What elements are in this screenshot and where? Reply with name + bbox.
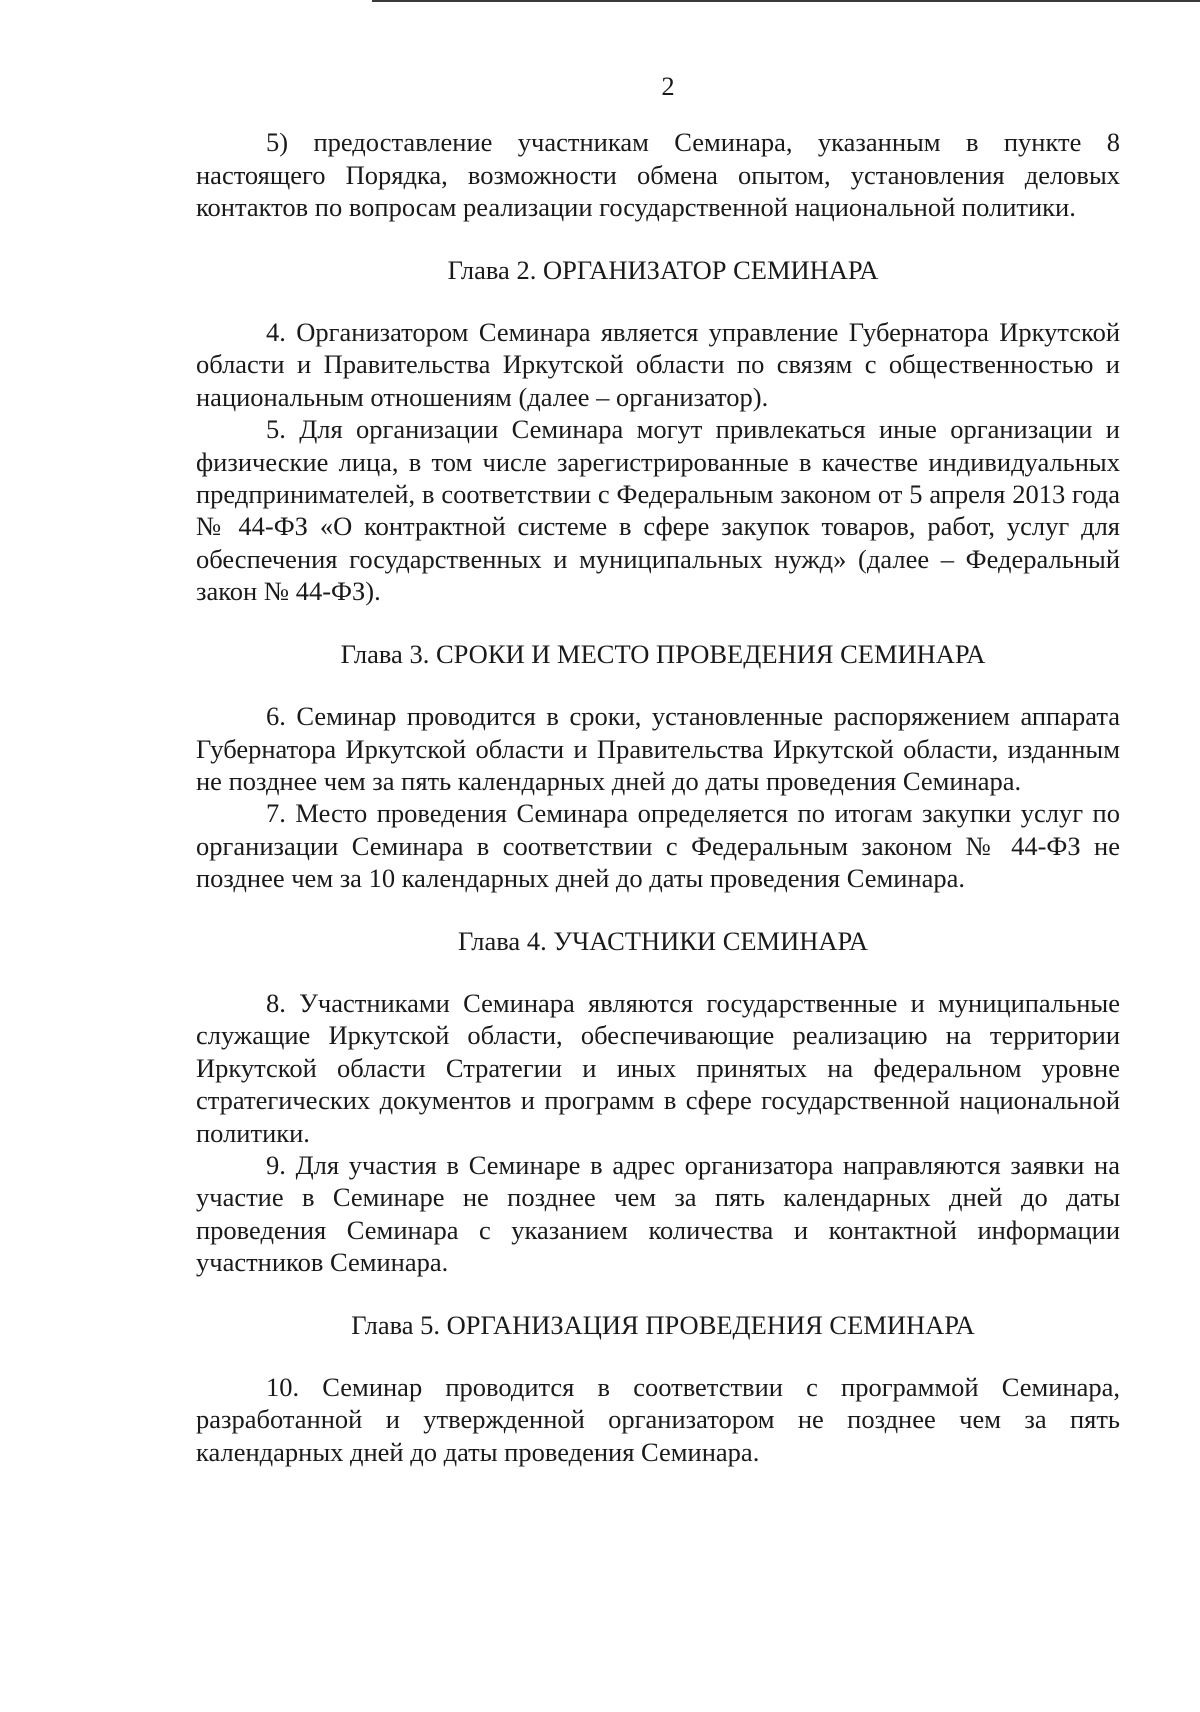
paragraph-10: 10. Семинар проводится в соответствии с программой Семинара, разработанной и утвержденной организатором не позднее чем за пять календарных дней до даты проведения Семинара. — [196, 1372, 1120, 1467]
paragraph-5: 5. Для организации Семинара могут привлекаться иные организации и физические лица, в том числе зарегистрированные в качестве индивидуальных предпринимателей, в соответствии с Федеральным законом от 5 апреля 2013 года № 44-ФЗ «О контрактной системе в сфере закупок товаров, работ, услуг для обеспечения государственных и муниципальных нужд» (далее – Федеральный закон № 44-ФЗ). — [196, 414, 1120, 607]
chapter-4-heading: Глава 4. УЧАСТНИКИ СЕМИНАРА — [457, 925, 869, 956]
document-page — [196, 70, 1120, 1468]
chapter-2-heading: Глава 2. ОРГАНИЗАТОР СЕМИНАРА — [447, 254, 879, 285]
paragraph-8: 8. Участниками Семинара являются государственные и муниципальные служащие Иркутской области, обеспечивающие реализацию на территории Иркутской области Стратегии и иных принятых на федеральном уровне стратегических документов и программ в сфере государственной национальной политики. — [196, 987, 1120, 1148]
chapter-3-heading: Глава 3. СРОКИ И МЕСТО ПРОВЕДЕНИЯ СЕМИНАРА — [340, 638, 986, 669]
paragraph-7: 7. Место проведения Семинара определяется по итогам закупки услуг по организации Семинара в соответствии с Федеральным законом № 44-ФЗ не позднее чем за 10 календарных дней до даты проведения Семинара. — [196, 798, 1120, 894]
paragraph-item-5: 5) предоставление участникам Семинара, указанным в пункте 8 настоящего Порядка, возможности обмена опытом, установления деловых контактов по вопросам реализации государственной национальной политики. — [196, 127, 1120, 223]
page-number: 2 — [661, 71, 675, 101]
chapter-5-heading: Глава 5. ОРГАНИЗАЦИЯ ПРОВЕДЕНИЯ СЕМИНАРА — [351, 1309, 975, 1340]
top-border-line — [372, 0, 1200, 2]
paragraph-6: 6. Семинар проводится в сроки, установленные распоряжением аппарата Губернатора Иркутской области и Правительства Иркутской области, изданным не позднее чем за пять календарных дней до даты проведения Семинара. — [196, 701, 1120, 796]
paragraph-9: 9. Для участия в Семинаре в адрес организатора направляются заявки на участие в Семинаре не позднее чем за пять календарных дней до даты проведения Семинара с указанием количества и контактной информации участников Семинара. — [196, 1149, 1120, 1278]
paragraph-4: 4. Организатором Семинара является управление Губернатора Иркутской области и Правительства Иркутской области по связям с общественностью и национальным отношениям (далее – организатор). — [196, 317, 1120, 412]
